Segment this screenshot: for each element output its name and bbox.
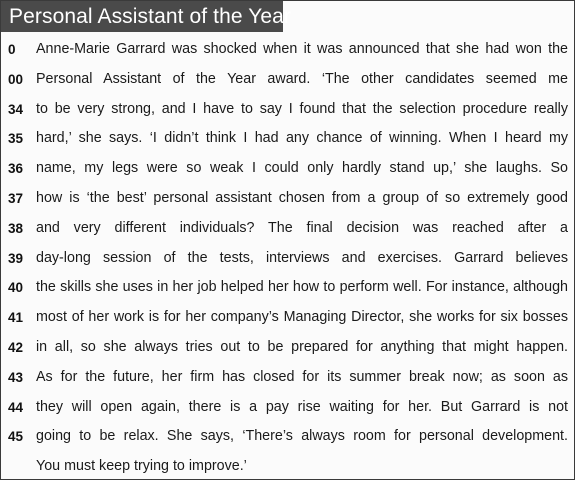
line-text: You must keep trying to improve.’: [36, 458, 247, 475]
line-text: Personal Assistant of the Year award. ‘The other candidates seemed me: [36, 70, 568, 87]
text-line: [1, 65, 575, 95]
document-title: Personal Assistant of the Year: [1, 1, 283, 32]
text-line: [1, 154, 575, 184]
line-text: Anne-Marie Garrard was shocked when it was announced that she had won the: [36, 41, 568, 57]
line-text: going to be relax. She says, ‘There’s always room for personal development.: [36, 428, 568, 445]
line-number: 34: [8, 101, 24, 117]
line-number: 36: [8, 161, 24, 177]
line-number: 40: [8, 280, 24, 296]
line-number: 39: [8, 250, 24, 266]
text-line: [1, 35, 575, 65]
text-line: [1, 273, 575, 303]
line-text: most of her work is for her company’s Managing Director, she works for six bosses: [36, 309, 568, 326]
line-number: 00: [8, 71, 24, 87]
line-number: 45: [8, 429, 24, 445]
text-line: [1, 393, 575, 423]
line-number: 41: [8, 310, 24, 326]
text-line: [1, 244, 575, 274]
text-line: [1, 363, 575, 393]
line-text: and very different individuals? The final decision was reached after a: [36, 219, 568, 236]
line-number: 35: [8, 131, 24, 147]
line-text: the skills she uses in her job helped her how to perform well. For instance, although: [36, 279, 568, 296]
text-line: [1, 184, 575, 214]
line-text: As for the future, her firm has closed for its summer break now; as soon as: [36, 368, 568, 385]
text-line: [1, 214, 575, 244]
line-text: hard,’ she says. ‘I didn’t think I had any chance of winning. When I heard my: [36, 130, 568, 147]
line-text: to be very strong, and I have to say I found that the selection procedure really: [36, 100, 568, 117]
line-text: how is ‘the best’ personal assistant chosen from a group of so extremely good: [36, 189, 568, 206]
line-number: 43: [8, 369, 24, 385]
line-text: day-long session of the tests, interviews and exercises. Garrard believes: [36, 249, 568, 266]
line-text: in all, so she always tries out to be prepared for anything that might happen.: [36, 338, 568, 355]
line-number: 37: [8, 190, 24, 206]
line-number: 0: [8, 42, 16, 57]
text-line: [1, 124, 575, 154]
text-line: [1, 422, 575, 452]
text-line: [1, 303, 575, 333]
line-text: name, my legs were so weak I could only hardly stand up,’ she laughs. So: [36, 160, 568, 177]
text-line: [1, 333, 575, 363]
line-text: they will open again, there is a pay rise waiting for her. But Garrard is not: [36, 398, 568, 415]
text-lines: [1, 35, 575, 480]
line-number: 42: [8, 339, 24, 355]
line-number: 44: [8, 399, 24, 415]
text-line: [1, 452, 575, 480]
text-line: [1, 95, 575, 125]
line-number: 38: [8, 220, 24, 236]
